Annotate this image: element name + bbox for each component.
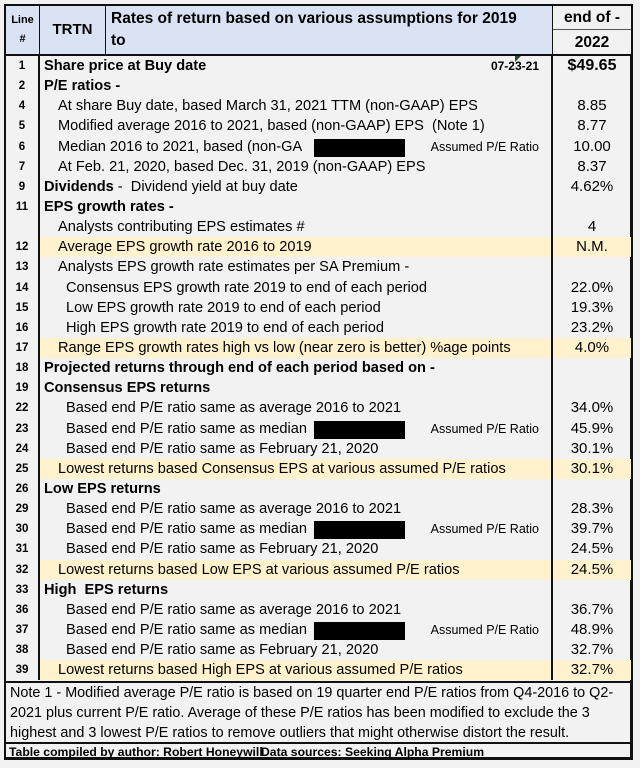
- row-label: Consensus EPS growth rate 2019 to end of each period: [66, 279, 428, 296]
- row-label-cell: [40, 197, 553, 217]
- row-label: Based end P/E ratio same as average 2016 to 2021: [66, 601, 402, 618]
- assumed-pe-label: Assumed P/E Ratio: [430, 622, 539, 637]
- redaction-box: [314, 521, 405, 539]
- row-value: 4: [587, 218, 597, 236]
- table-row: [6, 137, 630, 157]
- row-label: Based end P/E ratio same as average 2016 to 2021: [66, 400, 402, 417]
- row-value: 24.5%: [553, 560, 631, 580]
- row-value: 30.1%: [570, 439, 614, 457]
- row-value: 24.5%: [570, 540, 614, 558]
- table-row: [6, 519, 630, 539]
- line-number: 33: [6, 580, 40, 600]
- row-label-cell: [40, 217, 553, 237]
- table-title-line2: to: [111, 32, 126, 49]
- row-label: P/E ratios -: [44, 78, 121, 95]
- table-row: [6, 177, 630, 197]
- redaction-box: [314, 622, 405, 640]
- row-value: 45.9%: [570, 419, 614, 437]
- row-value: 23.2%: [570, 318, 614, 336]
- redaction-box: [314, 421, 405, 439]
- row-label-cell: [40, 600, 553, 620]
- line-header-bottom: #: [19, 33, 26, 45]
- table-row: [6, 358, 630, 378]
- line-number: 30: [6, 519, 40, 539]
- row-value: [553, 197, 631, 217]
- row-label-cell: [40, 76, 553, 96]
- table-row: [6, 439, 630, 459]
- line-number: 37: [6, 620, 40, 640]
- row-label-cell: [40, 378, 553, 398]
- line-number: 13: [6, 257, 40, 277]
- table-row: [6, 318, 630, 338]
- table-title-line1: Rates of return based on various assumptions for 2019: [111, 10, 517, 27]
- table-footer: [6, 742, 630, 759]
- row-label: Based end P/E ratio same as February 21, 2020: [66, 541, 379, 558]
- row-label-cell: [40, 278, 553, 298]
- line-number: 15: [6, 298, 40, 318]
- note-line: Note 1 - Modified average P/E ratio is based on 19 quarter end P/E ratios from Q4-2016 to Q2-: [10, 685, 614, 701]
- row-label-cell: [40, 560, 553, 580]
- row-label: Based end P/E ratio same as median: [66, 420, 307, 437]
- line-number: 24: [6, 439, 40, 459]
- table-row: [6, 499, 630, 519]
- note-line: highest and 3 lowest P/E ratios to remove outliers that might otherwise distort the result.: [10, 725, 570, 741]
- ticker-header: TRTN: [40, 6, 106, 54]
- row-label-bold: Dividends: [44, 178, 114, 195]
- row-label: - Dividend yield at buy date: [113, 178, 298, 195]
- row-label: Analysts EPS growth rate estimates per SA Premium -: [58, 259, 410, 276]
- table-row: [6, 600, 630, 620]
- line-number: 22: [6, 398, 40, 418]
- row-label-cell: [40, 298, 553, 318]
- row-value: [553, 257, 631, 277]
- line-number: 18: [6, 358, 40, 378]
- table-row: [6, 620, 630, 640]
- row-label-cell: [40, 116, 553, 136]
- row-value: 4.0%: [553, 338, 631, 358]
- row-label-cell: [40, 237, 553, 257]
- row-label: Projected returns through end of each period based on -: [44, 360, 435, 377]
- table-row: [6, 298, 630, 318]
- row-label: Analysts contributing EPS estimates #: [58, 219, 305, 236]
- row-value: 8.37: [577, 157, 607, 175]
- row-label-cell: [40, 157, 553, 177]
- row-label: Based end P/E ratio same as February 21, 2020: [66, 642, 379, 659]
- row-label-cell: [40, 318, 553, 338]
- line-number: 4: [6, 96, 40, 116]
- table-row: [6, 378, 630, 398]
- row-label-cell: [40, 439, 553, 459]
- table-row: [6, 580, 630, 600]
- row-label-cell: [40, 137, 553, 157]
- row-value: 4.62%: [570, 177, 614, 195]
- table-row-highlighted: [6, 660, 630, 680]
- row-label: Based end P/E ratio same as median: [66, 621, 307, 638]
- table-row: [6, 640, 630, 660]
- row-value: $49.65: [567, 57, 617, 74]
- line-number: 11: [6, 197, 40, 217]
- assumed-pe-label: Assumed P/E Ratio: [430, 139, 539, 154]
- row-label-cell: [40, 660, 553, 680]
- row-label-cell: [40, 177, 553, 197]
- row-label: Based end P/E ratio same as median: [66, 521, 307, 538]
- row-label: Lowest returns based High EPS at various assumed P/E ratios: [58, 662, 463, 679]
- table-row: [6, 197, 630, 217]
- row-label: Average EPS growth rate 2016 to 2019: [58, 239, 312, 256]
- line-number: 12: [6, 237, 40, 257]
- note-line: 2021 plus current P/E ratio. Average of these P/E ratios has been modified to exclude the 3: [10, 705, 590, 721]
- line-number: 23: [6, 419, 40, 439]
- table-row: [6, 419, 630, 439]
- line-number: 31: [6, 539, 40, 559]
- row-value: [553, 76, 631, 96]
- row-label-cell: [40, 419, 553, 439]
- row-value: 30.1%: [553, 459, 631, 479]
- redaction-box: [314, 139, 405, 157]
- line-number: 6: [6, 137, 40, 157]
- line-number: 16: [6, 318, 40, 338]
- row-label: High EPS returns: [44, 581, 169, 598]
- row-value: N.M.: [553, 237, 631, 257]
- line-number: 32: [6, 560, 40, 580]
- row-label: Lowest returns based Consensus EPS at various assumed P/E ratios: [58, 460, 506, 477]
- row-label-cell: [40, 580, 553, 600]
- note-1: [6, 681, 630, 742]
- row-value: 19.3%: [570, 298, 614, 316]
- row-label-cell: [40, 539, 553, 559]
- row-label: Modified average 2016 to 2021, based (non-GAAP) EPS (Note 1): [58, 118, 485, 135]
- table-row: [6, 96, 630, 116]
- line-number: 5: [6, 116, 40, 136]
- line-number: 26: [6, 479, 40, 499]
- line-number: 19: [6, 378, 40, 398]
- table-row: [6, 278, 630, 298]
- line-header-top: Line: [11, 14, 34, 26]
- row-value: 28.3%: [570, 500, 614, 518]
- table-row-highlighted: [6, 237, 630, 257]
- row-label-cell: [40, 459, 553, 479]
- row-label-cell: [40, 499, 553, 519]
- table-row: [6, 76, 630, 96]
- table-row-highlighted: [6, 560, 630, 580]
- row-label: Low EPS returns: [44, 480, 161, 497]
- line-number: 36: [6, 600, 40, 620]
- data-sources: Data sources: Seeking Alpha Premium: [261, 745, 485, 759]
- row-value: 48.9%: [570, 620, 614, 638]
- period-label: end of -: [553, 6, 631, 30]
- line-number: 1: [6, 56, 40, 76]
- row-label: Based end P/E ratio same as average 2016 to 2021: [66, 501, 402, 518]
- table-row-highlighted: [6, 459, 630, 479]
- period-value: 2022: [574, 34, 610, 51]
- line-number: 38: [6, 640, 40, 660]
- table-title: [106, 6, 553, 54]
- row-label-cell: [40, 338, 553, 358]
- line-number: 14: [6, 278, 40, 298]
- table-row-highlighted: [6, 338, 630, 358]
- row-value: 8.85: [577, 97, 607, 115]
- row-label: Low EPS growth rate 2019 to end of each period: [66, 299, 381, 316]
- table-row: [6, 257, 630, 277]
- line-number: 39: [6, 660, 40, 680]
- table-row: [6, 157, 630, 177]
- row-label-cell: [40, 620, 553, 640]
- row-value: 32.7%: [570, 641, 614, 659]
- table-row: [6, 398, 630, 418]
- table-row: [6, 217, 630, 237]
- row-label-cell: [40, 358, 553, 378]
- table-row: [6, 116, 630, 136]
- row-value: [553, 358, 631, 378]
- row-value: [553, 580, 631, 600]
- row-value: 32.7%: [553, 660, 631, 680]
- line-number: 2: [6, 76, 40, 96]
- row-label-cell: [40, 519, 553, 539]
- table-body: [6, 56, 630, 680]
- row-value: [553, 378, 631, 398]
- row-label-cell: [40, 257, 553, 277]
- table-row: [6, 479, 630, 499]
- line-number: [6, 217, 40, 237]
- row-value: 22.0%: [570, 278, 614, 296]
- row-label: At share Buy date, based March 31, 2021 TTM (non-GAAP) EPS: [58, 98, 478, 115]
- row-label: Median 2016 to 2021, based (non-GA: [58, 138, 303, 155]
- returns-table: [4, 4, 633, 760]
- line-number: 7: [6, 157, 40, 177]
- row-label: Consensus EPS returns: [44, 380, 211, 397]
- line-number: 9: [6, 177, 40, 197]
- table-row: [6, 539, 630, 559]
- compiled-by: Table compiled by author: Robert Honeywill: [9, 745, 263, 759]
- assumed-pe-label: Assumed P/E Ratio: [430, 522, 539, 537]
- table-row: [6, 56, 630, 76]
- row-value: 34.0%: [570, 399, 614, 417]
- row-label: High EPS growth rate 2019 to end of each period: [66, 319, 385, 336]
- row-label: EPS growth rates -: [44, 198, 174, 215]
- row-label: Range EPS growth rates high vs low (near zero is better) %age points: [58, 339, 511, 356]
- row-value: 10.00: [573, 137, 611, 155]
- row-value: 36.7%: [570, 600, 614, 618]
- line-number: 17: [6, 338, 40, 358]
- line-number: 29: [6, 499, 40, 519]
- buy-date: 07-23-21: [490, 59, 539, 73]
- comment-marker-icon: [515, 56, 521, 62]
- row-label: Lowest returns based Low EPS at various assumed P/E ratios: [58, 561, 460, 578]
- row-label-cell: [40, 640, 553, 660]
- row-label-cell: [40, 96, 553, 116]
- row-label-cell: [40, 56, 553, 76]
- assumed-pe-label: Assumed P/E Ratio: [430, 421, 539, 436]
- line-number-header: [6, 6, 40, 54]
- row-label-cell: [40, 479, 553, 499]
- row-label: At Feb. 21, 2020, based Dec. 31, 2019 (non-GAAP) EPS: [58, 158, 426, 175]
- row-value: 8.77: [577, 117, 607, 135]
- row-value: 39.7%: [570, 520, 614, 538]
- line-number: 25: [6, 459, 40, 479]
- row-label-cell: [40, 398, 553, 418]
- row-value: [553, 479, 631, 499]
- row-label: Based end P/E ratio same as February 21, 2020: [66, 440, 379, 457]
- period-header: [553, 6, 631, 54]
- row-label: Share price at Buy date: [44, 58, 207, 74]
- table-header: [6, 6, 630, 56]
